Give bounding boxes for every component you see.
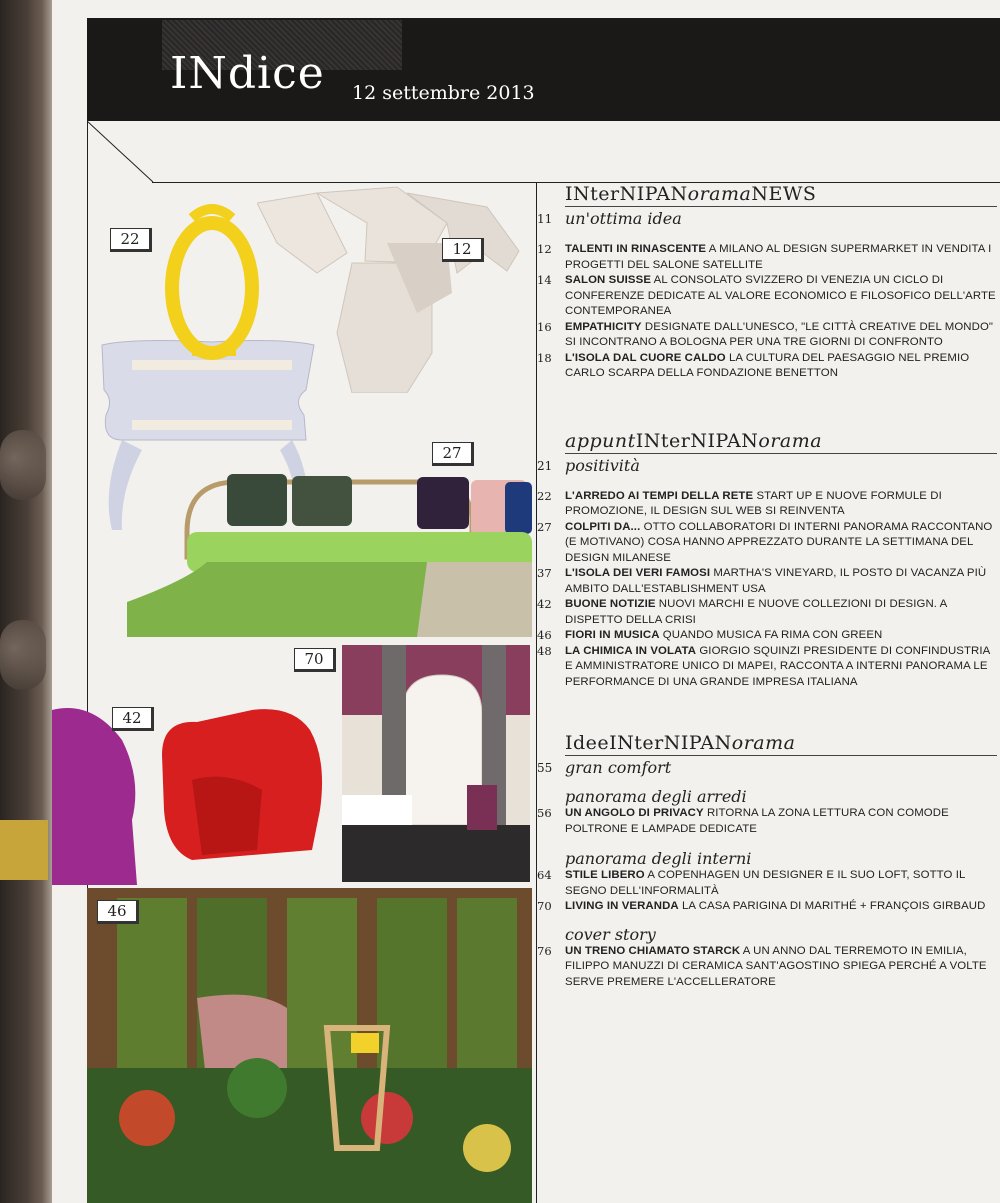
heading-part: orama [758, 429, 823, 452]
page-number: 22 [537, 488, 552, 503]
index-entry [537, 566, 997, 597]
index-column [537, 183, 997, 990]
page-tag-22: 22 [110, 228, 152, 252]
entry-title: TALENTI IN RINASCENTE [565, 243, 707, 255]
entry-title: SALON SUISSE [565, 274, 652, 286]
heading-part: INter [609, 732, 664, 754]
page-number: 42 [537, 597, 552, 611]
entry-text: OTTO COLLABORATORI DI INTERNI PANORAMA RACCONTANO (E MOTIVANO) COSA HANNO APPREZZATO DURANTE LA SETTIMANA DEL DESIGN MILANESE [565, 520, 993, 564]
entry-title: LA CHIMICA IN VOLATA [565, 644, 697, 657]
page-tag-70: 70 [294, 648, 336, 672]
entry-title: UN ANGOLO DI PRIVACY [565, 807, 704, 819]
heading-part: NIPAN [690, 429, 759, 452]
entry-title: LIVING IN VERANDA [565, 900, 679, 912]
heading-part: Idee [565, 732, 610, 754]
heading-part: INter [635, 429, 691, 452]
section-subtitle [537, 456, 997, 475]
index-entry [537, 944, 997, 991]
page-number: 12 [537, 242, 552, 256]
page-number: 37 [537, 566, 552, 580]
section-heading-news [565, 183, 997, 207]
page-number: 48 [537, 643, 552, 658]
subtitle-text: un'ottima idea [565, 209, 682, 228]
spine-ornament [0, 620, 46, 690]
page-number: 11 [537, 212, 553, 226]
page-number: 64 [537, 868, 552, 882]
entry-title: EMPATHICITY [565, 320, 642, 333]
heading-part: NEWS [751, 183, 817, 205]
spine-ornament [0, 430, 46, 500]
flowers-installation-image [87, 888, 532, 1203]
entry-title: L'ISOLA DEI VERI FAMOSI [565, 567, 711, 579]
heading-part: orama [731, 732, 796, 754]
entry-title: BUONE NOTIZIE [565, 598, 656, 610]
entry-text: QUANDO MUSICA FA RIMA CON GREEN [662, 629, 883, 641]
section-subtitle [537, 209, 997, 228]
entry-text: A MILANO AL DESIGN SUPERMARKET IN VENDITA I PROGETTI DEL SALONE SATELLITE [565, 243, 992, 271]
entry-text: NUOVI MARCHI E NUOVE COLLEZIONI DI DESIGN. A DISPETTO DELLA CRISI [565, 598, 947, 626]
entry-title: STILE LIBERO [565, 869, 645, 881]
page-tag-42: 42 [112, 707, 154, 731]
entry-title: L'ARREDO AI TEMPI DELLA RETE [565, 489, 754, 502]
page-tag-12: 12 [442, 238, 484, 262]
adjacent-page-spine [0, 0, 60, 1203]
entry-title: UN TRENO CHIAMATO STARCK [565, 944, 741, 957]
category-title: cover story [565, 924, 656, 944]
index-entry [537, 351, 997, 382]
entry-text: A UN ANNO DAL TERREMOTO IN EMILIA, FILIPPO MANUZZI DI CERAMICA SANT'AGOSTINO SPIEGA PERCHÉ A VOLTE SERVE PREMERE L'ACCELLERATORE [565, 944, 987, 988]
index-entry [537, 597, 997, 628]
subtitle-text: gran comfort [565, 758, 672, 777]
index-entry [537, 520, 997, 567]
entry-text: DESIGNATE DALL'UNESCO, "LE CITTÀ CREATIVE DEL MONDO" SI INCONTRANO A BOLOGNA PER UNA TRE GIORNI DI CONFRONTO [565, 320, 994, 348]
page-tag-27: 27 [432, 442, 474, 466]
entry-text: MARTHA'S VINEYARD, IL POSTO DI VACANZA PIÙ AMBITO DALL'ESTABLISHMENT USA [565, 567, 987, 595]
page-number: 16 [537, 319, 552, 334]
entry-text: START UP E NUOVE FORMULE DI PROMOZIONE, IL DESIGN SUL WEB SI REINVENTA [565, 489, 942, 517]
page-number: 76 [537, 943, 552, 958]
page-number: 46 [537, 628, 552, 642]
index-entry [537, 489, 997, 520]
page-number: 21 [537, 458, 553, 473]
index-entry [537, 806, 997, 837]
section-heading-idee [565, 732, 997, 756]
section-subtitle [537, 758, 997, 777]
index-entry [537, 320, 997, 351]
entry-title: FIORI IN MUSICA [565, 629, 660, 641]
index-entry [537, 273, 997, 320]
origami-ram-image [257, 183, 527, 393]
entry-text: LA CULTURA DEL PAESAGGIO NEL PREMIO CARLO SCARPA DELLA FONDAZIONE BENETTON [565, 351, 970, 379]
index-entry [537, 644, 997, 691]
entry-title: COLPITI DA... [565, 520, 641, 533]
heading-part: orama [687, 183, 752, 205]
index-entry [537, 868, 997, 899]
entry-text: LA CASA PARIGINA DI MARITHÉ + FRANÇOIS GIRBAUD [681, 900, 986, 912]
category-title: panorama degli arredi [565, 787, 747, 806]
entry-text: RITORNA LA ZONA LETTURA CON COMODE POLTRONE E LAMPADE DEDICATE [565, 807, 949, 835]
armchairs-image [52, 700, 332, 885]
entry-title: L'ISOLA DAL CUORE CALDO [565, 351, 726, 364]
magazine-page [52, 0, 1000, 1203]
index-entry [537, 242, 997, 273]
page-number: 55 [537, 761, 553, 775]
spine-gold-object [0, 820, 48, 880]
category-title: panorama degli interni [565, 849, 752, 868]
page-number: 18 [537, 350, 552, 365]
index-entry [537, 899, 997, 915]
page-number: 56 [537, 806, 552, 820]
green-sofa-image [127, 462, 532, 637]
index-entry [537, 628, 997, 644]
page-tag-46: 46 [97, 900, 139, 924]
heading-part: NIPAN [619, 183, 688, 205]
heading-part: INter [565, 183, 620, 205]
entry-text: GIORGIO SQUINZI PRESIDENTE DI CONFINDUSTRIA E AMMINISTRATORE UNICO DI MAPEI, RACCONTA A INTERNI PANORAMA LE PERFORMANCE DI UNA GRANDE IMPRESA ITALIANA [565, 644, 990, 688]
bedroom-window-image [342, 645, 530, 882]
page-title: INdice [170, 48, 325, 99]
page-number: 27 [537, 519, 552, 534]
section-heading-appunti [565, 430, 997, 454]
heading-part: appunt [565, 429, 636, 452]
subtitle-text: positività [565, 455, 640, 475]
entry-text: AL CONSOLATO SVIZZERO DI VENEZIA UN CICLO DI CONFERENZE DEDICATE AL VALORE ECONOMICO E FILOSOFICO DELL'ARTE CONTEMPORANEA [565, 274, 996, 317]
entry-text: A COPENHAGEN UN DESIGNER E IL SUO LOFT, SOTTO IL SEGNO DELL'INFORMALITÀ [565, 869, 965, 897]
frame-corner [87, 121, 157, 185]
page-number: 14 [537, 273, 552, 287]
issue-date: 12 settembre 2013 [352, 82, 535, 104]
heading-part: NIPAN [663, 732, 732, 754]
page-number: 70 [537, 899, 552, 913]
